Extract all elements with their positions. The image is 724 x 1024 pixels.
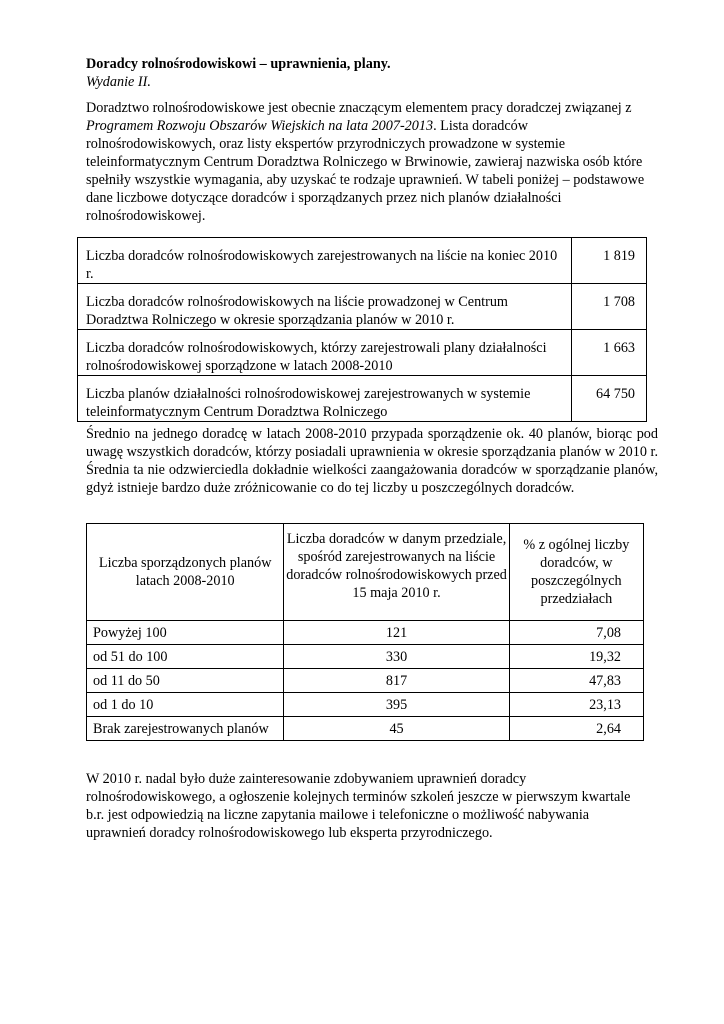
- summary-table: [77, 237, 647, 422]
- distribution-header-row: [87, 524, 644, 621]
- intro-paragraph: [86, 99, 658, 225]
- distribution-row: [87, 693, 644, 717]
- header-advisor-count: Liczba doradców w danym przedziale, spośród zarejestrowanych na liście doradców rolnośrodowiskowych przed 15 maja 2010 r.: [284, 524, 509, 621]
- summary-row: [78, 376, 647, 422]
- document-edition: Wydanie II.: [86, 74, 151, 90]
- distribution-row: [87, 717, 644, 741]
- count-cell: 45: [284, 717, 509, 741]
- intro-text-2: . Lista doradców rolnośrodowiskowych, oraz listy ekspertów przyrodniczych prowadzone w systemie teleinformatycznym Centrum Doradztwa Rolniczego w Brwinowie, zawieraj nazwiska osób które spełniły wszystkie wymagania, aby uzyskać te rodzaje uprawnień. W tabeli poniżej – podstawowe dane liczbowe dotyczące doradców i sporządzanych przez nich planów działalności rolnośrodowiskowej.: [86, 118, 645, 224]
- summary-value: 1 708: [571, 284, 646, 330]
- summary-row: [78, 238, 647, 284]
- header-percent: % z ogólnej liczby doradców, w poszczególnych przedziałach: [509, 524, 643, 621]
- summary-value: 1 663: [571, 330, 646, 376]
- summary-row: [78, 284, 647, 330]
- summary-value: 64 750: [571, 376, 646, 422]
- summary-label: Liczba doradców rolnośrodowiskowych na liście prowadzonej w Centrum Doradztwa Rolniczego w okresie sporządzania planów w 2010 r.: [78, 284, 572, 330]
- header-plan-count: Liczba sporządzonych planów latach 2008-2010: [87, 524, 284, 621]
- summary-label: Liczba doradców rolnośrodowiskowych zarejestrowanych na liście na koniec 2010 r.: [78, 238, 572, 284]
- document-title: Doradcy rolnośrodowiskowi – uprawnienia, plany.: [86, 56, 391, 72]
- distribution-row: [87, 621, 644, 645]
- document-heading: [86, 55, 646, 91]
- range-cell: od 11 do 50: [87, 669, 284, 693]
- count-cell: 330: [284, 645, 509, 669]
- summary-label: Liczba planów działalności rolnośrodowiskowej zarejestrowanych w systemie teleinformatycznym Centrum Doradztwa Rolniczego: [78, 376, 572, 422]
- summary-row: [78, 330, 647, 376]
- summary-value: 1 819: [571, 238, 646, 284]
- distribution-table: [86, 523, 644, 741]
- count-cell: 395: [284, 693, 509, 717]
- middle-paragraph: Średnio na jednego doradcę w latach 2008-2010 przypada sporządzenie ok. 40 planów, biorąc pod uwagę wszystkich doradców, którzy posiadali uprawnienia w okresie sporządzania planów w 2010 r. Średnia ta nie odzwierciedla dokładnie wielkości zaangażowania doradców w sporządzanie planów, gdyż istnieje bardzo duże zróżnicowanie co do tej liczby u poszczególnych doradców.: [86, 426, 658, 496]
- percent-cell: 2,64: [509, 717, 643, 741]
- count-cell: 817: [284, 669, 509, 693]
- closing-paragraph: W 2010 r. nadal było duże zainteresowanie zdobywaniem uprawnień doradcy rolnośrodowiskowego, a ogłoszenie kolejnych terminów szkoleń jeszcze w pierwszym kwartale b.r. jest odpowiedzią na liczne zapytania mailowe i telefoniczne o możliwość nabywania uprawnień doradcy rolnośrodowiskowego lub eksperta przyrodniczego.: [86, 771, 631, 841]
- distribution-row: [87, 645, 644, 669]
- intro-text-1: Doradztwo rolnośrodowiskowe jest obecnie znaczącym elementem pracy doradczej związanej z: [86, 100, 632, 116]
- percent-cell: 19,32: [509, 645, 643, 669]
- summary-label: Liczba doradców rolnośrodowiskowych, którzy zarejestrowali plany działalności rolnośrodowiskowej sporządzone w latach 2008-2010: [78, 330, 572, 376]
- range-cell: Brak zarejestrowanych planów: [87, 717, 284, 741]
- program-name: Programem Rozwoju Obszarów Wiejskich na lata 2007-2013: [86, 118, 434, 134]
- range-cell: od 1 do 10: [87, 693, 284, 717]
- distribution-row: [87, 669, 644, 693]
- percent-cell: 7,08: [509, 621, 643, 645]
- count-cell: 121: [284, 621, 509, 645]
- percent-cell: 23,13: [509, 693, 643, 717]
- percent-cell: 47,83: [509, 669, 643, 693]
- range-cell: od 51 do 100: [87, 645, 284, 669]
- range-cell: Powyżej 100: [87, 621, 284, 645]
